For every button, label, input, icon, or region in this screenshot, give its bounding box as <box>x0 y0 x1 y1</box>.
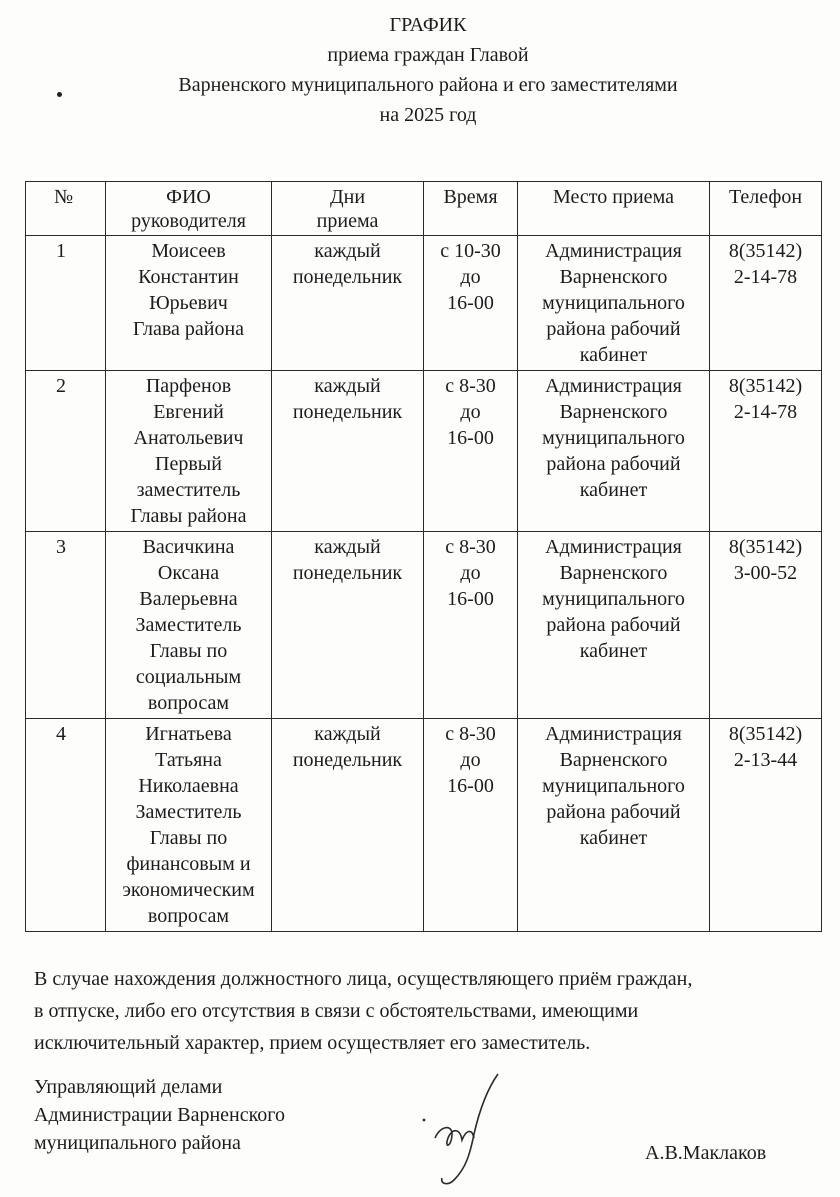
cell-phone-line: 8(35142) <box>728 723 803 745</box>
cell-place-line: муниципального <box>542 775 685 797</box>
header-phone <box>710 182 822 236</box>
document-heading <box>0 10 840 130</box>
table-row <box>26 719 822 932</box>
cell-phone <box>710 532 822 719</box>
note-line-2: в отпуске, либо его отсутствия в связи с обстоятельствами, имеющими <box>34 1000 639 1022</box>
cell-phone-line: 2-14-78 <box>733 266 798 288</box>
cell-time <box>424 371 518 532</box>
cell-place-line: района рабочий <box>546 318 681 340</box>
heading-line-4: на 2025 год <box>379 104 477 126</box>
cell-fio-line: Анатольевич <box>133 427 244 449</box>
cell-days-line: понедельник <box>292 562 403 584</box>
header-fio-line: руководителя <box>131 210 246 232</box>
header-place <box>518 182 710 236</box>
cell-time-line: 16-00 <box>447 427 494 449</box>
cell-phone-line: 2-13-44 <box>733 749 798 771</box>
cell-place-line: муниципального <box>542 588 685 610</box>
cell-fio-line: Заместитель <box>135 801 242 823</box>
header-number-line: № <box>54 186 74 208</box>
cell-phone <box>710 371 822 532</box>
cell-fio-line: финансовым и <box>126 853 251 875</box>
header-phone-line: Телефон <box>728 186 803 208</box>
cell-place-line: района рабочий <box>546 453 681 475</box>
header-time-line: Время <box>443 186 498 208</box>
cell-days-line: понедельник <box>292 401 403 423</box>
heading-line-2: приема граждан Главой <box>327 44 529 66</box>
cell-fio-line: Главы по <box>149 640 228 662</box>
cell-fio-line: Парфенов <box>145 375 232 397</box>
cell-time-line: 16-00 <box>447 775 494 797</box>
cell-phone <box>710 236 822 371</box>
cell-place-line: кабинет <box>579 640 648 662</box>
header-time <box>424 182 518 236</box>
cell-place-line: муниципального <box>542 427 685 449</box>
cell-fio-line: Оксана <box>157 562 220 584</box>
cell-place-line: Варненского <box>559 266 668 288</box>
cell-time-line: с 8-30 <box>445 536 496 558</box>
cell-phone-line: 3-00-52 <box>733 562 798 584</box>
cell-time <box>424 719 518 932</box>
header-days <box>272 182 424 236</box>
signatory-name: А.В.Маклаков <box>645 1142 767 1164</box>
cell-phone <box>710 719 822 932</box>
header-days-line: приема <box>316 210 379 232</box>
signatory-position-line-3: муниципального района <box>34 1132 241 1154</box>
header-fio <box>106 182 272 236</box>
table-row <box>26 532 822 719</box>
cell-days <box>272 719 424 932</box>
cell-fio-line: Главы района <box>130 505 247 527</box>
cell-number: 4 <box>26 719 106 932</box>
reception-schedule-table <box>25 181 822 932</box>
cell-days <box>272 236 424 371</box>
cell-days-line: каждый <box>314 723 381 745</box>
cell-time-line: до <box>460 401 481 423</box>
cell-place <box>518 532 710 719</box>
cell-time <box>424 236 518 371</box>
cell-fio-line: Первый <box>155 453 222 475</box>
cell-fio <box>106 719 272 932</box>
cell-phone-line: 8(35142) <box>728 375 803 397</box>
cell-place-line: района рабочий <box>546 614 681 636</box>
cell-fio-line: Юрьевич <box>149 292 228 314</box>
cell-phone-line: 8(35142) <box>728 240 803 262</box>
cell-phone-line: 8(35142) <box>728 536 803 558</box>
cell-time <box>424 532 518 719</box>
header-fio-line: ФИО <box>166 186 211 208</box>
header-days-line: Дни <box>329 186 366 208</box>
note-line-1: В случае нахождения должностного лица, осуществляющего приём граждан, <box>34 968 693 990</box>
cell-place-line: кабинет <box>579 827 648 849</box>
cell-fio-line: Васичкина <box>142 536 235 558</box>
cell-place-line: Варненского <box>559 562 668 584</box>
substitution-note <box>34 963 824 1059</box>
cell-fio-line: социальным <box>135 666 242 688</box>
cell-number: 3 <box>26 532 106 719</box>
table-row <box>26 236 822 371</box>
signatory-position-line-1: Управляющий делами <box>34 1076 223 1098</box>
cell-place-line: Варненского <box>559 401 668 423</box>
cell-days-line: понедельник <box>292 749 403 771</box>
cell-fio-line: экономическим <box>122 879 255 901</box>
cell-days-line: каждый <box>314 375 381 397</box>
cell-fio-line: Константин <box>138 266 239 288</box>
header-place-line: Место приема <box>553 186 674 208</box>
cell-days <box>272 532 424 719</box>
cell-fio-line: вопросам <box>147 905 230 927</box>
cell-time-line: до <box>460 266 481 288</box>
cell-fio <box>106 371 272 532</box>
cell-fio-line: Николаевна <box>138 775 239 797</box>
header-number <box>26 182 106 236</box>
cell-fio-line: Игнатьева <box>145 723 232 745</box>
cell-place-line: кабинет <box>579 344 648 366</box>
cell-time-line: до <box>460 749 481 771</box>
cell-place <box>518 719 710 932</box>
handwritten-signature <box>400 1068 520 1188</box>
cell-time-line: с 10-30 <box>440 240 501 262</box>
cell-fio <box>106 532 272 719</box>
cell-place <box>518 371 710 532</box>
cell-fio-line: Татьяна <box>155 749 222 771</box>
cell-time-line: до <box>460 562 481 584</box>
cell-days <box>272 371 424 532</box>
cell-days-line: каждый <box>314 536 381 558</box>
cell-place-line: Администрация <box>545 723 682 745</box>
cell-time-line: с 8-30 <box>445 375 496 397</box>
signatory-position-line-2: Администрации Варненского <box>34 1104 286 1126</box>
cell-place-line: Варненского <box>559 749 668 771</box>
cell-place <box>518 236 710 371</box>
cell-place-line: Администрация <box>545 375 682 397</box>
table-header-row <box>26 182 822 236</box>
cell-fio-line: вопросам <box>147 692 230 714</box>
cell-days-line: понедельник <box>292 266 403 288</box>
cell-place-line: муниципального <box>542 292 685 314</box>
cell-number: 2 <box>26 371 106 532</box>
heading-title: ГРАФИК <box>389 14 467 36</box>
cell-time-line: 16-00 <box>447 292 494 314</box>
cell-fio-line: Заместитель <box>135 614 242 636</box>
cell-time-line: 16-00 <box>447 588 494 610</box>
heading-line-3: Варненского муниципального района и его заместителями <box>178 74 678 96</box>
cell-place-line: кабинет <box>579 479 648 501</box>
signatory-position <box>34 1073 285 1157</box>
cell-fio-line: Моисеев <box>151 240 226 262</box>
cell-number: 1 <box>26 236 106 371</box>
cell-place-line: Администрация <box>545 536 682 558</box>
cell-fio-line: Валерьевна <box>139 588 238 610</box>
note-line-3: исключительный характер, прием осуществляет его заместитель. <box>34 1032 591 1054</box>
cell-place-line: Администрация <box>545 240 682 262</box>
cell-fio-line: Глава района <box>132 318 245 340</box>
cell-place-line: района рабочий <box>546 801 681 823</box>
cell-fio-line: заместитель <box>136 479 241 501</box>
cell-days-line: каждый <box>314 240 381 262</box>
cell-fio-line: Главы по <box>149 827 228 849</box>
cell-fio <box>106 236 272 371</box>
cell-phone-line: 2-14-78 <box>733 401 798 423</box>
cell-time-line: с 8-30 <box>445 723 496 745</box>
cell-fio-line: Евгений <box>153 401 224 423</box>
table-row <box>26 371 822 532</box>
